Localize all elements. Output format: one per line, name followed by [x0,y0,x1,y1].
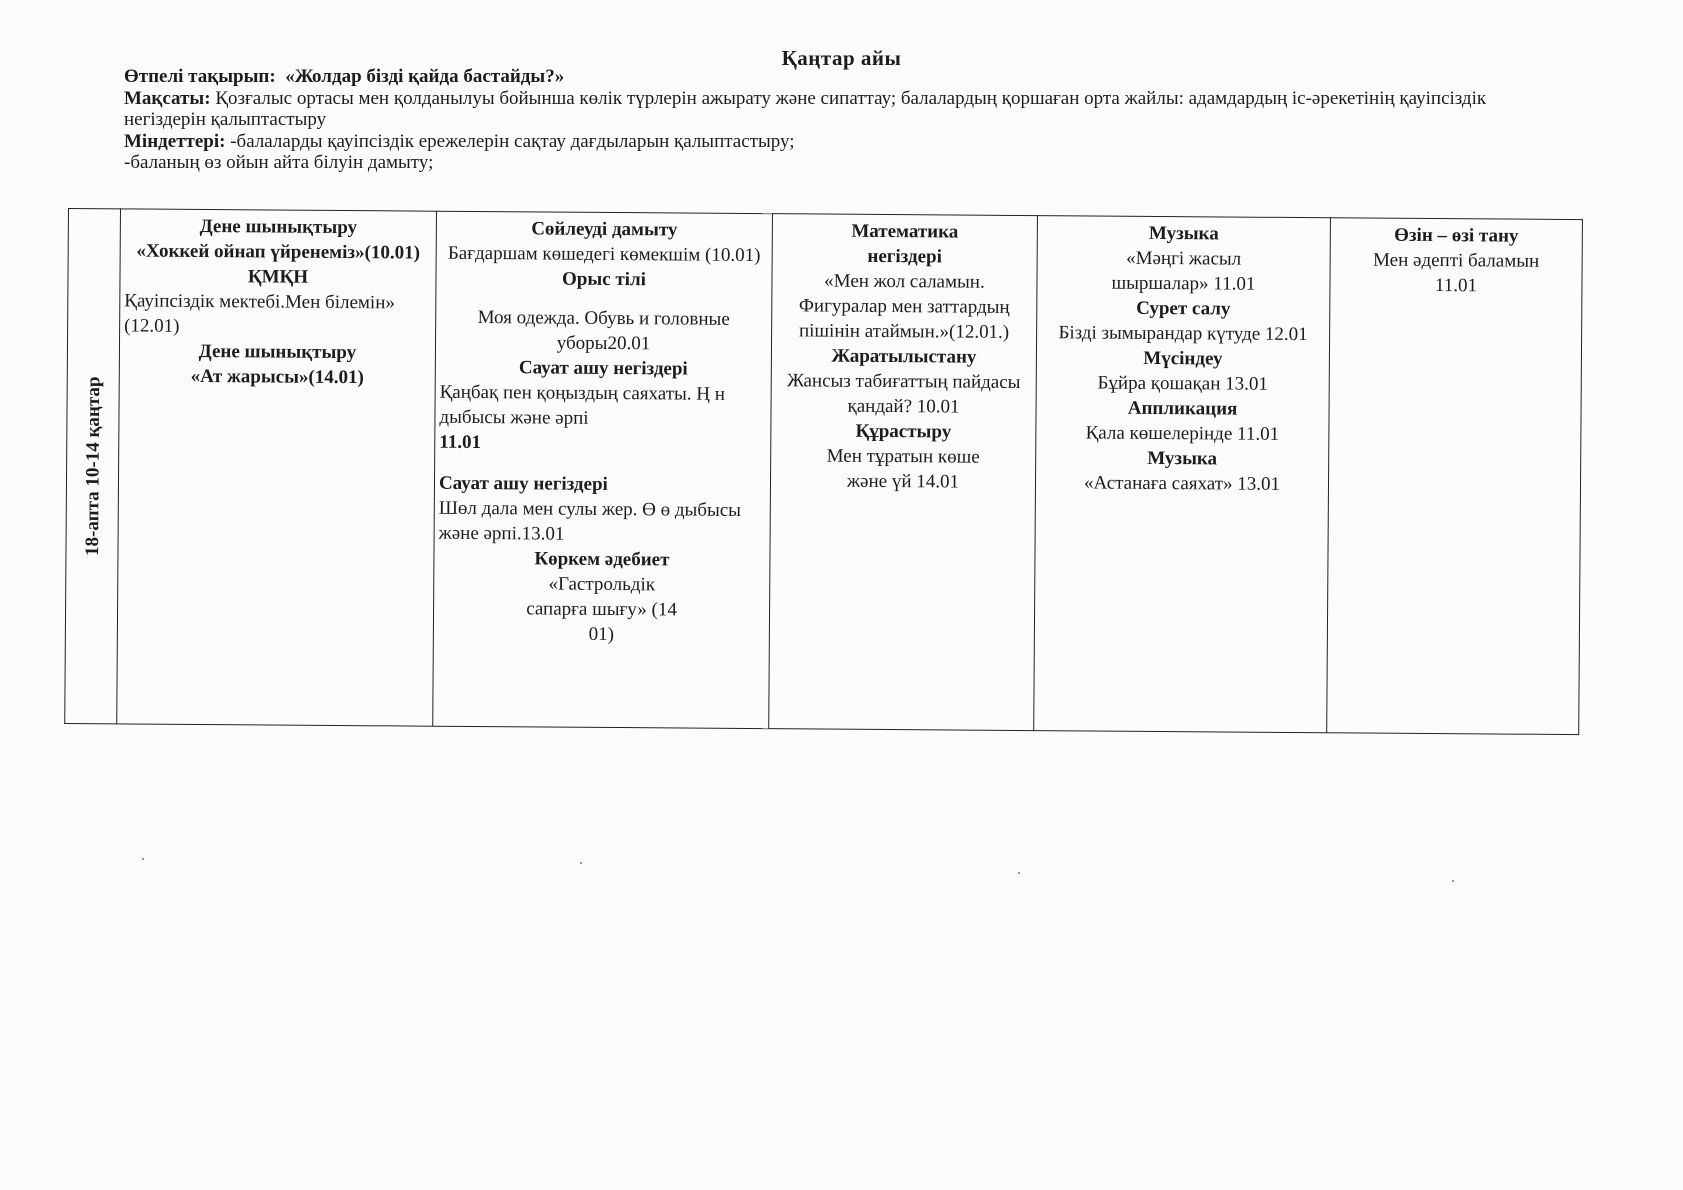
lesson-entry [440,266,768,357]
schedule-column-1 [117,209,437,726]
schedule-column-5 [1327,218,1583,735]
scan-speck [142,858,144,860]
scan-speck [580,862,582,864]
lesson-subject: Дене шынықтыру [198,340,357,364]
lesson-entry [439,471,767,548]
tasks-item-1: -балаларды қауіпсіздік ережелерін сақтау дағдыларын қалыптастыру; [230,130,795,152]
page-title: Қаңтар айы [781,46,902,70]
lesson-subject: Құрастыру [855,420,952,443]
lesson-topic: «Хоккей ойнап үйренеміз»(10.01) [136,240,421,264]
lesson-entry [1041,295,1325,347]
week-cell [65,209,121,724]
transition-topic-line [124,66,1524,88]
lesson-subject: Сурет салу [1136,297,1231,320]
lesson-topic: Қауіпсіздік мектебі.Мен білемін» (12.01) [124,290,395,337]
tasks-item-2: -баланың өз ойын айта білуін дамыту; [124,152,434,173]
lesson-entry [775,343,1032,420]
lesson-subject: Музыка [1147,447,1218,470]
lesson-entry [1041,345,1325,397]
lesson-topic: Мен әдепті баламын 11.01 [1372,249,1540,297]
lesson-subject: Өзін – өзі тану [1394,224,1519,247]
plan-header [124,66,1524,174]
lesson-subject: Дене шынықтыру [199,215,358,239]
schedule-column-4 [1034,216,1331,733]
lesson-subject: Көркем әдебиет [534,548,670,571]
lesson-entry [125,213,432,265]
lesson-entry [1334,222,1578,299]
lesson-topic: Бұйра қошақан 13.01 [1097,372,1269,395]
lesson-subject: Музыка [1148,222,1219,245]
lesson-subject: Сауат ашу негіздері [438,472,608,495]
goal-label: Мақсаты: [124,87,211,109]
lesson-entry [124,338,431,390]
lesson-topic: «Гастрольдік сапарға шығу» (14 01) [526,573,677,646]
lesson-subject: Жаратылыстану [831,345,977,368]
lesson-topic: Қаңбақ пен қоңыздың саяхаты. Ң н дыбысы және әрпі [439,381,726,429]
table-row [65,209,1583,735]
lesson-topic: Қала көшелерінде 11.01 [1085,422,1280,445]
goal-text: Қозғалыс ортасы мен қолданылуы бойынша көлік түрлерін ажырату және сипаттау; балалардың қоршаған орта жайлы: адамдардың іс-әрекетінің қауіпсіздік негіздерін қалыптастыру [124,87,1487,130]
lesson-subject: Сөйлеуді дамыту [531,218,678,241]
lesson-subject: Орыс тілі [561,268,647,291]
scan-speck [1018,872,1020,874]
lesson-subject: Математика негіздері [851,220,959,268]
lesson-topic: Жансыз табиғаттың пайдасы қандай? 10.01 [786,370,1021,418]
goal-line [124,88,1524,131]
lesson-topic: «Мен жол саламын. Фигуралар мен заттардың пішінін атаймын.»(12.01.) [798,270,1010,343]
lesson-entry [441,216,768,268]
lesson-date: 11.01 [439,431,482,454]
lesson-subject: ҚМҚН [247,266,309,288]
lesson-entry [1040,445,1324,497]
tasks-label: Міндеттері: [124,130,226,152]
lesson-entry [775,418,1032,495]
lesson-topic: Мен тұратын көше және үй 14.01 [826,445,980,493]
transition-topic-value: «Жолдар бізді қайда бастайды?» [285,66,565,87]
lesson-topic: «Мәңгі жасыл шыршалар» 11.01 [1111,247,1256,295]
lesson-topic: Шөл дала мен сулы жер. Ө ө дыбысы және әрпі.13.01 [438,497,742,545]
tasks-line [124,131,1524,153]
week-label: 18-апта 10-14 қаңтар [81,376,104,556]
lesson-topic: Бағдаршам көшедегі көмекшім (10.01) [447,242,761,267]
lesson-topic: «Ат жарысы»(14.01) [190,365,364,389]
lesson-entry [1041,220,1326,297]
lesson-subject: Сауат ашу негіздері [518,357,688,380]
lesson-subject: Аппликация [1127,397,1238,420]
transition-topic-label: Өтпелі тақырып: [124,66,276,87]
weekly-plan-table [64,208,1583,735]
lesson-topic: Бізді зымырандар күтуде 12.01 [1058,322,1308,346]
lesson-subject: Мүсіндеу [1143,347,1223,370]
lesson-topic: «Астанаға саяхат» 13.01 [1083,472,1281,495]
lesson-entry [776,218,1033,345]
lesson-entry [1040,395,1324,447]
schedule-column-2 [433,211,773,728]
lesson-entry [438,546,766,648]
lesson-topic: Моя одежда. Обувь и головные уборы20.01 [477,307,730,355]
scan-speck [1452,880,1454,882]
lesson-entry [439,355,767,457]
schedule-column-3 [769,214,1038,731]
lesson-entry [124,263,432,340]
